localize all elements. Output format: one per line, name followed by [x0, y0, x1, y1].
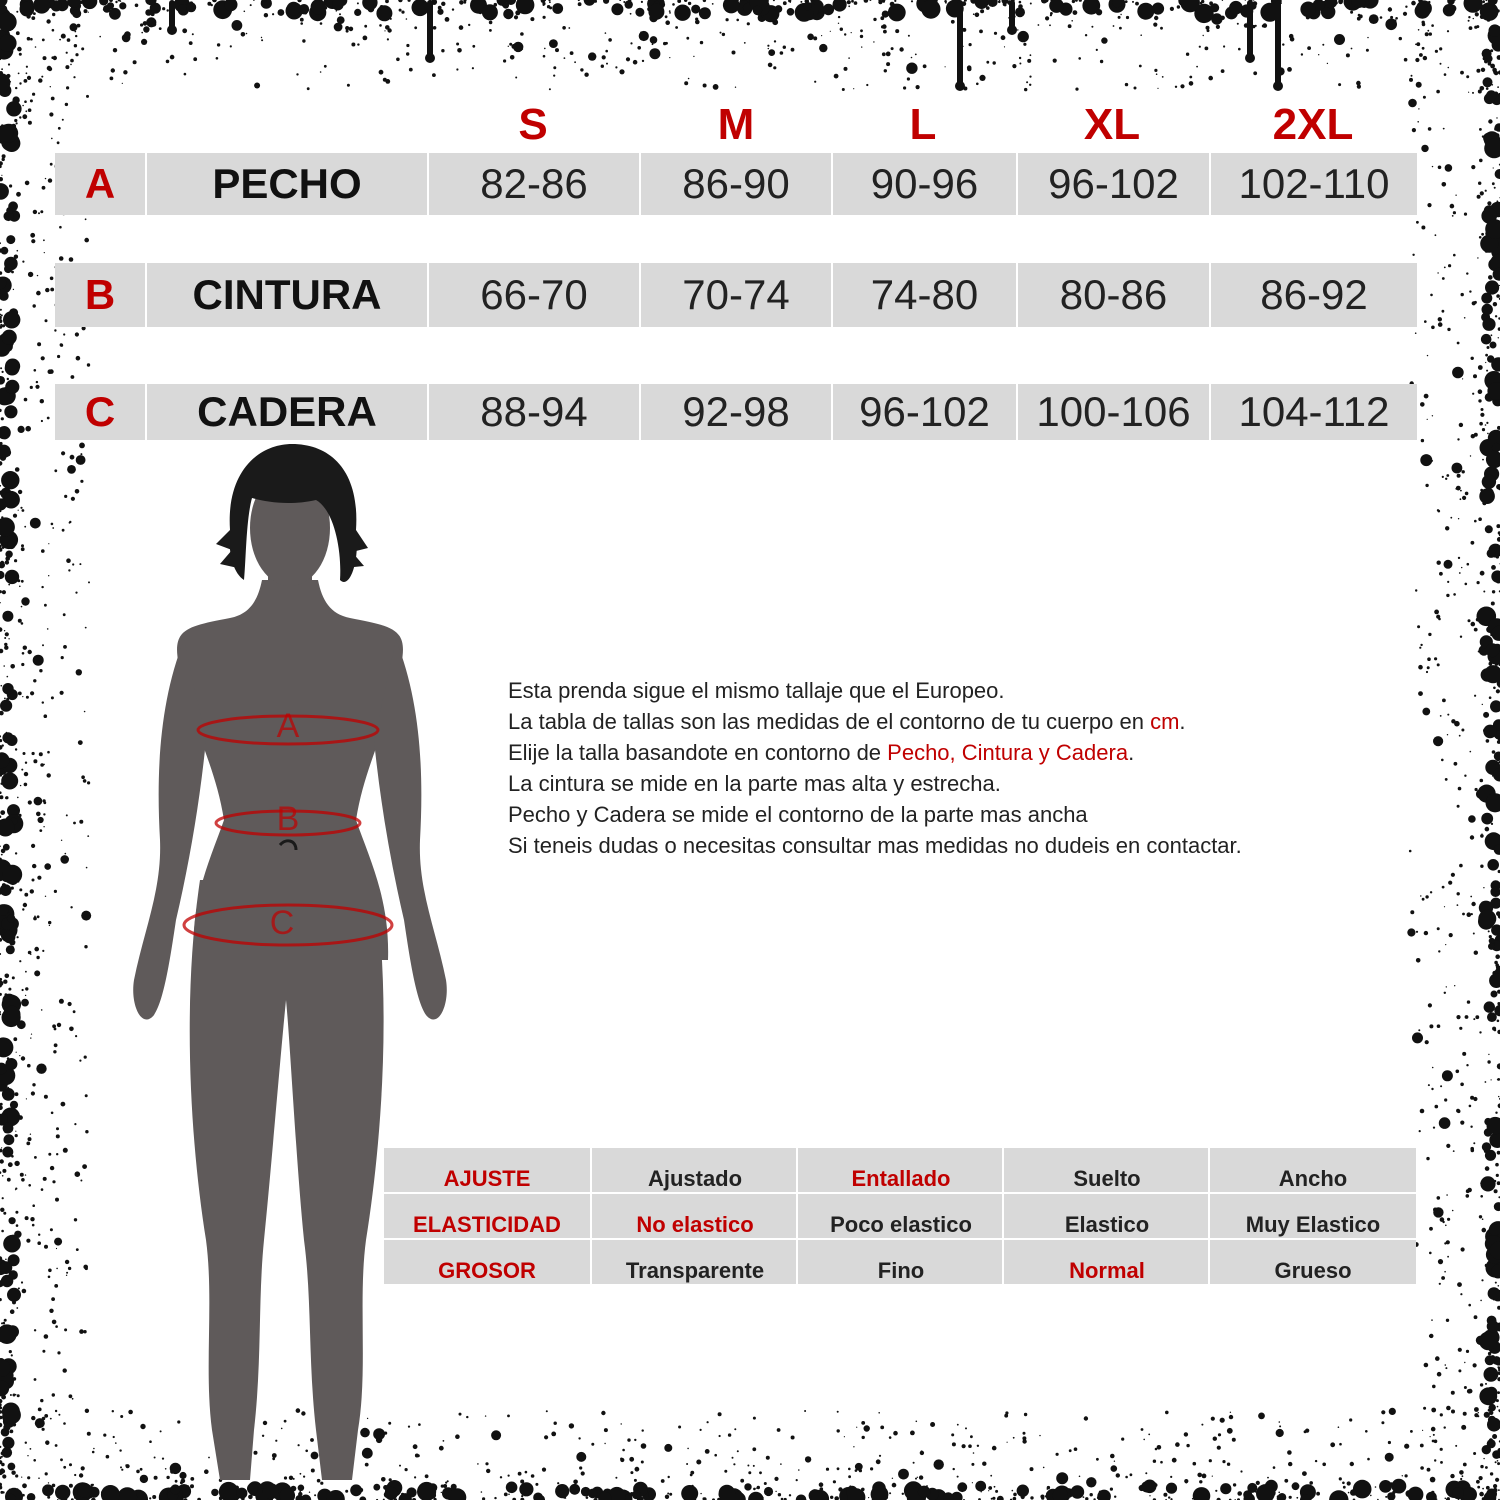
fabric-row-elasticidad — [384, 1194, 1416, 1238]
fabric-label: AJUSTE — [443, 1166, 531, 1191]
row-value: 104-112 — [1238, 388, 1390, 435]
row-letter: C — [84, 388, 116, 435]
row-value: 80-86 — [1059, 271, 1168, 318]
unit-highlight: cm — [1150, 709, 1180, 734]
row-name: CINTURA — [192, 271, 382, 318]
fabric-row-grosor — [384, 1240, 1416, 1284]
fabric-option: No elastico — [636, 1212, 754, 1237]
fabric-label: ELASTICIDAD — [413, 1212, 561, 1237]
row-value: 74-80 — [870, 271, 979, 318]
row-value: 70-74 — [682, 271, 790, 318]
row-value: 90-96 — [870, 160, 979, 207]
size-l-label: L — [909, 100, 937, 149]
note-line: La tabla de tallas son las medidas de el contorno de tu cuerpo en cm. — [508, 709, 1186, 734]
row-value: 100-106 — [1036, 388, 1191, 435]
row-value: 86-92 — [1260, 271, 1368, 318]
fabric-option: Elastico — [1064, 1212, 1150, 1237]
fabric-option: Fino — [877, 1258, 925, 1283]
fabric-option: Ancho — [1278, 1166, 1348, 1191]
row-name: PECHO — [212, 160, 362, 207]
measures-highlight: Pecho, Cintura y Cadera — [887, 740, 1129, 765]
fabric-option: Suelto — [1073, 1166, 1141, 1191]
row-value: 66-70 — [480, 271, 588, 318]
note-line: Esta prenda sigue el mismo tallaje que el Europeo. — [508, 678, 1005, 703]
note-line: La cintura se mide en la parte mas alta y estrecha. — [508, 771, 1001, 796]
size-s-label: S — [518, 100, 548, 149]
measure-row-cintura — [55, 263, 1417, 327]
fabric-option: Ajustado — [647, 1166, 743, 1191]
row-value: 86-90 — [682, 160, 790, 207]
row-name: CADERA — [197, 388, 377, 435]
figure-label-a: A — [276, 707, 300, 745]
row-value: 88-94 — [480, 388, 588, 435]
row-letter: B — [84, 271, 116, 318]
fabric-option: Normal — [1069, 1258, 1145, 1283]
fabric-option: Poco elastico — [830, 1212, 972, 1237]
sizing-notes — [508, 675, 1408, 861]
note-line: Si teneis dudas o necesitas consultar mas medidas no dudeis en contactar. — [508, 833, 1242, 858]
size-xl-label: XL — [1083, 100, 1141, 149]
fabric-properties-table — [384, 1148, 1416, 1284]
figure-label-c: C — [269, 904, 295, 942]
row-value: 96-102 — [1048, 160, 1179, 207]
measure-row-pecho — [55, 153, 1417, 215]
body-silhouette — [120, 440, 460, 1490]
row-value: 96-102 — [859, 388, 990, 435]
note-line: Pecho y Cadera se mide el contorno de la parte mas ancha — [508, 802, 1088, 827]
fabric-row-ajuste — [384, 1148, 1416, 1192]
note-line: Elije la talla basandote en contorno de Pecho, Cintura y Cadera. — [508, 740, 1135, 765]
row-letter: A — [84, 160, 116, 207]
figure-label-b: B — [276, 800, 300, 838]
row-value: 102-110 — [1238, 160, 1390, 207]
measure-row-cadera — [55, 384, 1417, 440]
row-value: 92-98 — [682, 388, 790, 435]
fabric-option: Entallado — [851, 1166, 951, 1191]
fabric-option: Muy Elastico — [1245, 1212, 1381, 1237]
fabric-option: Grueso — [1274, 1258, 1352, 1283]
row-value: 82-86 — [480, 160, 588, 207]
size-2xl-label: 2XL — [1272, 100, 1354, 149]
fabric-label: GROSOR — [438, 1258, 536, 1283]
size-m-label: M — [717, 100, 755, 149]
fabric-option: Transparente — [625, 1258, 765, 1283]
